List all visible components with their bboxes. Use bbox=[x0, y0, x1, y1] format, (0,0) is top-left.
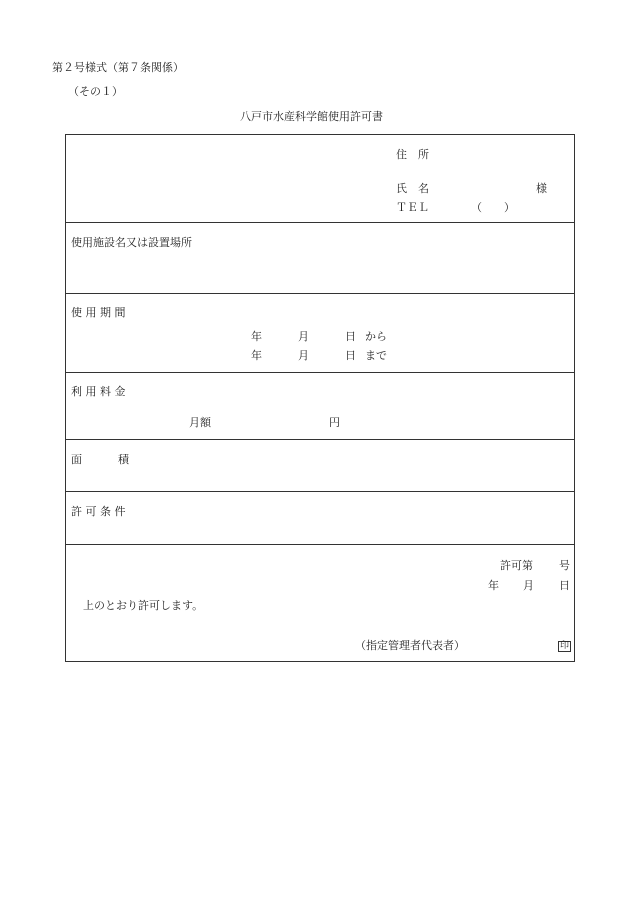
row-divider bbox=[66, 491, 574, 492]
form-number: 第２号様式（第７条関係） bbox=[52, 61, 184, 74]
permit-number-label: 許可第 bbox=[500, 559, 533, 572]
fee-yen: 円 bbox=[329, 416, 340, 429]
row-divider bbox=[66, 222, 574, 223]
period-start-day: 日 bbox=[345, 330, 356, 343]
permit-month: 月 bbox=[523, 579, 534, 592]
area-label-1: 面 bbox=[71, 453, 82, 466]
period-end-month: 月 bbox=[298, 349, 309, 362]
name-label: 氏 名 bbox=[396, 182, 429, 195]
permit-form-table bbox=[65, 134, 575, 662]
period-end-day: 日 bbox=[345, 349, 356, 362]
facility-label: 使用施設名又は設置場所 bbox=[71, 236, 192, 249]
row-divider bbox=[66, 293, 574, 294]
honorific: 様 bbox=[536, 182, 547, 195]
tel-parentheses: （ ） bbox=[471, 201, 515, 214]
conditions-label: 許 可 条 件 bbox=[71, 505, 126, 518]
form-sub-number: （その１） bbox=[68, 85, 123, 98]
period-start-year: 年 bbox=[251, 330, 262, 343]
permission-statement: 上のとおり許可します。 bbox=[83, 599, 204, 612]
tel-label: ＴＥＬ bbox=[396, 201, 429, 214]
area-label-2: 積 bbox=[118, 453, 129, 466]
fee-monthly: 月額 bbox=[189, 416, 211, 429]
fee-label: 利 用 料 金 bbox=[71, 385, 126, 398]
row-divider bbox=[66, 439, 574, 440]
address-label: 住 所 bbox=[396, 148, 429, 161]
period-end-suffix: まで bbox=[365, 349, 387, 362]
period-end-year: 年 bbox=[251, 349, 262, 362]
seal-mark: 印 bbox=[560, 641, 570, 651]
period-start-suffix: から bbox=[365, 330, 387, 343]
permit-day: 日 bbox=[559, 579, 570, 592]
permit-year: 年 bbox=[488, 579, 499, 592]
row-divider bbox=[66, 544, 574, 545]
document-title: 八戸市水産科学館使用許可書 bbox=[240, 110, 383, 123]
period-start-month: 月 bbox=[298, 330, 309, 343]
representative-label: （指定管理者代表者） bbox=[355, 639, 465, 652]
permit-number-suffix: 号 bbox=[559, 559, 570, 572]
row-divider bbox=[66, 372, 574, 373]
period-label: 使 用 期 間 bbox=[71, 306, 126, 319]
